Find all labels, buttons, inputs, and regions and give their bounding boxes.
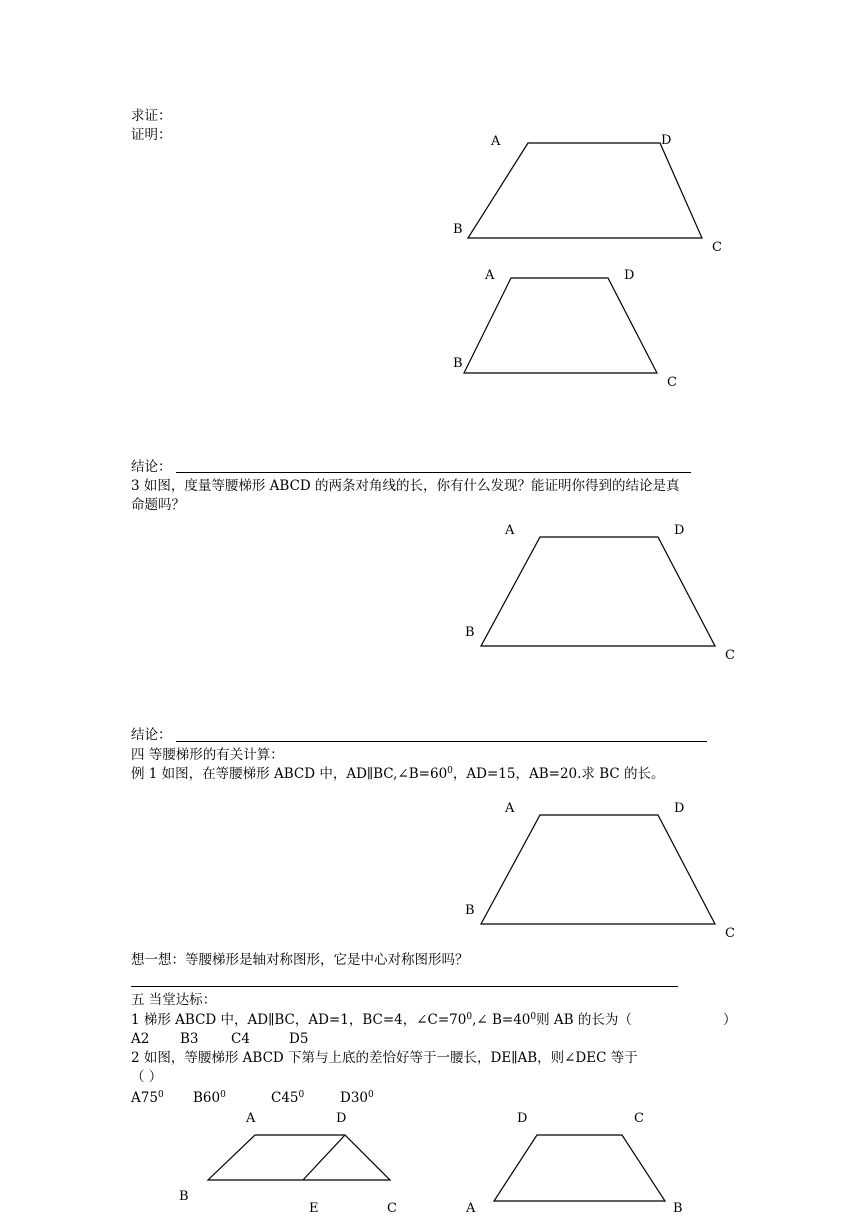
segment-DE — [303, 1135, 345, 1180]
fig6-label-C: C — [634, 1111, 644, 1126]
conclusion-answer-line-1 — [176, 472, 691, 473]
conclusion-label-2: 结论： — [131, 727, 172, 743]
trapezoid-figure-3 — [481, 537, 715, 646]
fig1-label-A: A — [491, 134, 501, 149]
fig1-label-D: D — [661, 133, 672, 148]
trapezoid-figure-4 — [481, 815, 715, 924]
fig6-label-B: B — [673, 1201, 683, 1216]
q2-option-D: $D30^0$ — [340, 1090, 374, 1106]
fig4-label-B: B — [465, 903, 475, 918]
trapezoid-figure-1 — [468, 143, 702, 238]
q1-option-B: B3 — [180, 1031, 199, 1047]
fig3-label-D: D — [674, 523, 685, 538]
fig5-label-D: D — [336, 1111, 347, 1126]
fig5-label-A: A — [246, 1111, 256, 1126]
fig4-label-A: A — [505, 801, 515, 816]
q1-option-A: A2 — [131, 1031, 150, 1047]
think-question: 想一想：等腰梯形是轴对称图形，它是中心对称图形吗？ — [131, 952, 469, 968]
q1-option-D: D5 — [289, 1031, 309, 1047]
conclusion-label-1: 结论： — [131, 459, 172, 475]
q1-text: 1 梯形 ABCD 中，AD∥BC，AD=1，BC=4，$\angle C=70^0,\angle$ $B=40^0$则 AB 的长为（ — [131, 1012, 632, 1028]
fig5-label-E: E — [309, 1201, 319, 1216]
fig5-label-B: B — [179, 1189, 189, 1204]
fig2-label-C: C — [667, 375, 677, 390]
trapezoid-figure-2 — [464, 278, 657, 373]
q1-option-C: C4 — [231, 1031, 250, 1047]
fig1-label-C: C — [712, 240, 722, 255]
section4-heading: 四 等腰梯形的有关计算： — [131, 747, 284, 763]
fig4-label-D: D — [674, 801, 685, 816]
section5-heading: 五 当堂达标： — [131, 992, 217, 1008]
q3-line2: 命题吗？ — [131, 497, 185, 513]
fig3-label-C: C — [725, 648, 735, 663]
q2-option-A: $A75^0$ — [131, 1090, 164, 1106]
proof-label: 证明： — [131, 127, 172, 143]
fig1-label-B: B — [453, 222, 463, 237]
fig2-label-A: A — [485, 268, 495, 283]
prove-label: 求证： — [131, 108, 172, 124]
think-answer-line — [131, 986, 678, 987]
fig3-label-B: B — [465, 625, 475, 640]
q1-close-paren: ） — [723, 1012, 737, 1028]
fig2-label-B: B — [453, 356, 463, 371]
fig3-label-A: A — [505, 523, 515, 538]
q2-paren: （ ） — [131, 1069, 163, 1085]
q2-option-C: $C45^0$ — [271, 1090, 305, 1106]
fig6-label-D: D — [517, 1111, 528, 1126]
conclusion-answer-line-2 — [176, 741, 707, 742]
fig2-label-D: D — [624, 268, 635, 283]
example1: 例 1 如图，在等腰梯形 ABCD 中，$AD\parallel BC,\angle B=60^0$，AD=15，AB=20.求 BC 的长。 — [131, 766, 665, 782]
fig6-label-A: A — [466, 1201, 476, 1216]
q3-line1: 3 如图，度量等腰梯形 ABCD 的两条对角线的长，你有什么发现？能证明你得到的结论是真 — [131, 478, 680, 494]
fig5-label-C: C — [387, 1201, 397, 1216]
fig4-label-C: C — [725, 926, 735, 941]
q2-option-B: $B60^0$ — [193, 1090, 226, 1106]
trapezoid-figure-6 — [494, 1135, 665, 1201]
q2-line1: 2 如图，等腰梯形 ABCD 下第与上底的差恰好等于一腰长，DE∥AB，则∠DEC 等于 — [131, 1050, 638, 1066]
trapezoid-figure-5 — [208, 1135, 390, 1180]
